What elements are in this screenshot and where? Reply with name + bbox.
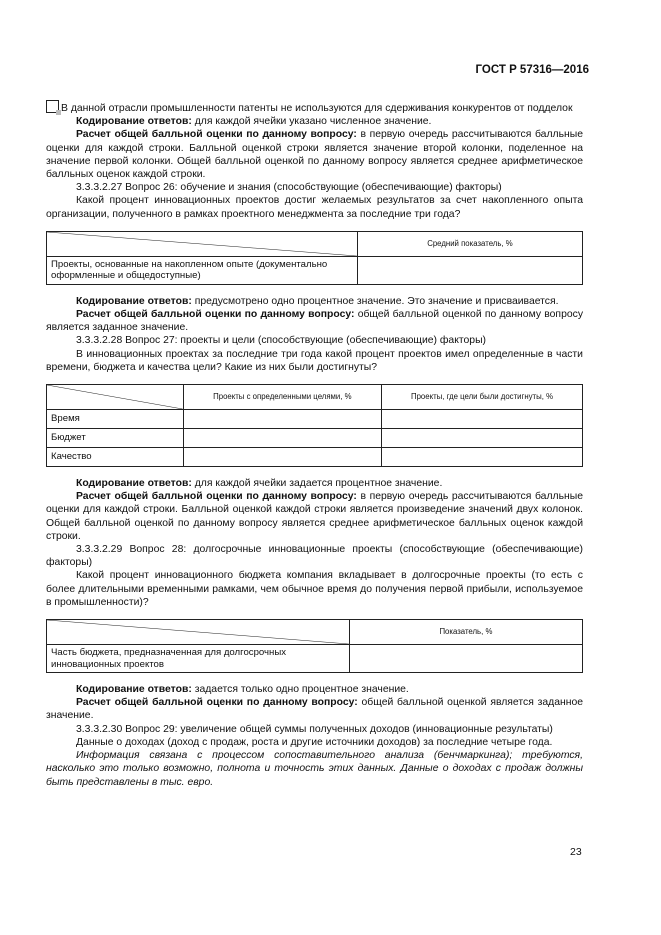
intro-coding-text: для каждой ячейки указано численное значение.: [194, 116, 432, 128]
q26-title: 3.3.3.2.27 Вопрос 26: обучение и знания (способствующие (обеспечивающие) факторы): [76, 182, 502, 194]
intro-coding: [46, 115, 583, 128]
q28-calc: [46, 696, 583, 722]
q26-question: Какой процент инновационных проектов достиг желаемых результатов за счет накопленного опыта организации, полученного в рамках проектного менеджмента за последние три года?: [46, 195, 583, 220]
q28-coding-text: задается только одно процентное значение.: [194, 684, 409, 696]
q26-row-label: Проекты, основанные на накопленном опыте (документально оформленные и общедоступные): [47, 256, 358, 284]
q28-calc-label: Расчет общей балльной оценки по данному вопросу:: [76, 697, 358, 709]
q28-coding-label: Кодирование ответов:: [76, 684, 192, 696]
document-body: [46, 100, 583, 789]
q28-table: [46, 619, 583, 673]
q27-coding-label: Кодирование ответов:: [76, 478, 192, 490]
q28-col-header: Показатель, %: [349, 620, 582, 645]
q26-table: [46, 231, 583, 285]
q27-cell[interactable]: [381, 410, 582, 429]
q27-cell[interactable]: [381, 429, 582, 448]
q27-row-label: Бюджет: [47, 429, 184, 448]
q27-cell[interactable]: [183, 410, 381, 429]
q26-calc: [46, 308, 583, 334]
q28-title: 3.3.3.2.29 Вопрос 28: долгосрочные инновационные проекты (способствующие (обеспечивающие) факторы): [46, 544, 583, 569]
q29-note: [46, 749, 583, 789]
q26-diagonal-cell: [47, 231, 358, 256]
intro-calc-label: Расчет общей балльной оценки по данному вопросу:: [76, 129, 357, 141]
q27-cell[interactable]: [183, 429, 381, 448]
q26-value-cell[interactable]: [357, 256, 582, 284]
q27-coding-text: для каждой ячейки задается процентное значение.: [194, 478, 443, 490]
q27-diagonal-cell: [47, 385, 184, 410]
patent-option-text: В данной отрасли промышленности патенты не используются для сдерживания конкурентов от подделок: [61, 103, 573, 114]
q26-coding-text: предусмотрено одно процентное значение. Это значение и присваивается.: [194, 295, 559, 307]
q26-coding-label: Кодирование ответов:: [76, 295, 192, 307]
q29-title: 3.3.3.2.30 Вопрос 29: увеличение общей суммы полученных доходов (инновационные результаты): [76, 723, 553, 735]
q27-calc: [46, 490, 583, 543]
intro-calc: [46, 128, 583, 181]
q27-calc-label: Расчет общей балльной оценки по данному вопросу:: [76, 491, 357, 503]
patent-option: [46, 100, 583, 115]
q27-col1-header: Проекты с определенными целями, %: [183, 385, 381, 410]
q29-question: Данные о доходах (доход с продаж, роста и другие источники доходов) за последние четыре года.: [76, 736, 553, 748]
q27-cell[interactable]: [381, 448, 582, 467]
q29-note-text: Информация связана с процессом сопоставительного анализа (бенчмаркинга); требуются, насколько это только возможно, полнота и точность этих данных. Данные о доходах с продаж должны быть представлены в тыс. евро.: [46, 750, 583, 788]
q27-table: [46, 384, 583, 467]
q28-question: Какой процент инновационного бюджета компания вкладывает в долгосрочные проекты (то есть с более длительными временными рамками, чем обычное время до получения первой прибыли, используемое в промышленности)?: [46, 570, 583, 608]
intro-calc-text: в первую очередь рассчитываются балльные оценки для каждой строки. Балльной оценкой строки является значение второй колонки, поделенное на значение первой колонки. Общей балльной оценкой по данному вопросу является среднее арифметическое балльных оценок каждой строки.: [46, 129, 583, 181]
q27-coding: [46, 477, 583, 490]
q28-value-cell[interactable]: [349, 645, 582, 673]
standard-designation: ГОСТ Р 57316—2016: [475, 64, 589, 76]
page-number: 23: [570, 846, 582, 858]
q26-calc-label: Расчет общей балльной оценки по данному вопросу:: [76, 309, 355, 321]
q28-coding: [46, 683, 583, 696]
q27-question: В инновационных проектах за последние три года какой процент проектов имел определенные в части времени, бюджета и качества цели? Какие из них были достигнуты?: [46, 348, 583, 373]
q27-title: 3.3.3.2.28 Вопрос 27: проекты и цели (способствующие (обеспечивающие) факторы): [76, 335, 487, 347]
q27-calc-text: в первую очередь рассчитываются балльные оценки для каждой строки. Балльной оценкой каждой строки является произведение значений двух колонок. Общей балльной оценкой по данному вопросу является среднее арифметическое балльных оценок каждой строки.: [46, 491, 583, 542]
q28-diagonal-cell: [47, 620, 350, 645]
q27-cell[interactable]: [183, 448, 381, 467]
q27-row-label: Качество: [47, 448, 184, 467]
intro-coding-label: Кодирование ответов:: [76, 116, 192, 128]
q28-calc-text: общей балльной оценкой является заданное значение.: [46, 697, 584, 722]
q26-calc-text: общей балльной оценкой по данному вопросу является заданное значение.: [46, 309, 584, 334]
q27-col2-header: Проекты, где цели были достигнуты, %: [381, 385, 582, 410]
checkbox-icon[interactable]: [46, 100, 59, 113]
q27-row-label: Время: [47, 410, 184, 429]
q26-col-header: Средний показатель, %: [357, 231, 582, 256]
q28-row-label: Часть бюджета, предназначенная для долгосрочных инновационных проектов: [47, 645, 350, 673]
q26-coding: [46, 295, 583, 308]
